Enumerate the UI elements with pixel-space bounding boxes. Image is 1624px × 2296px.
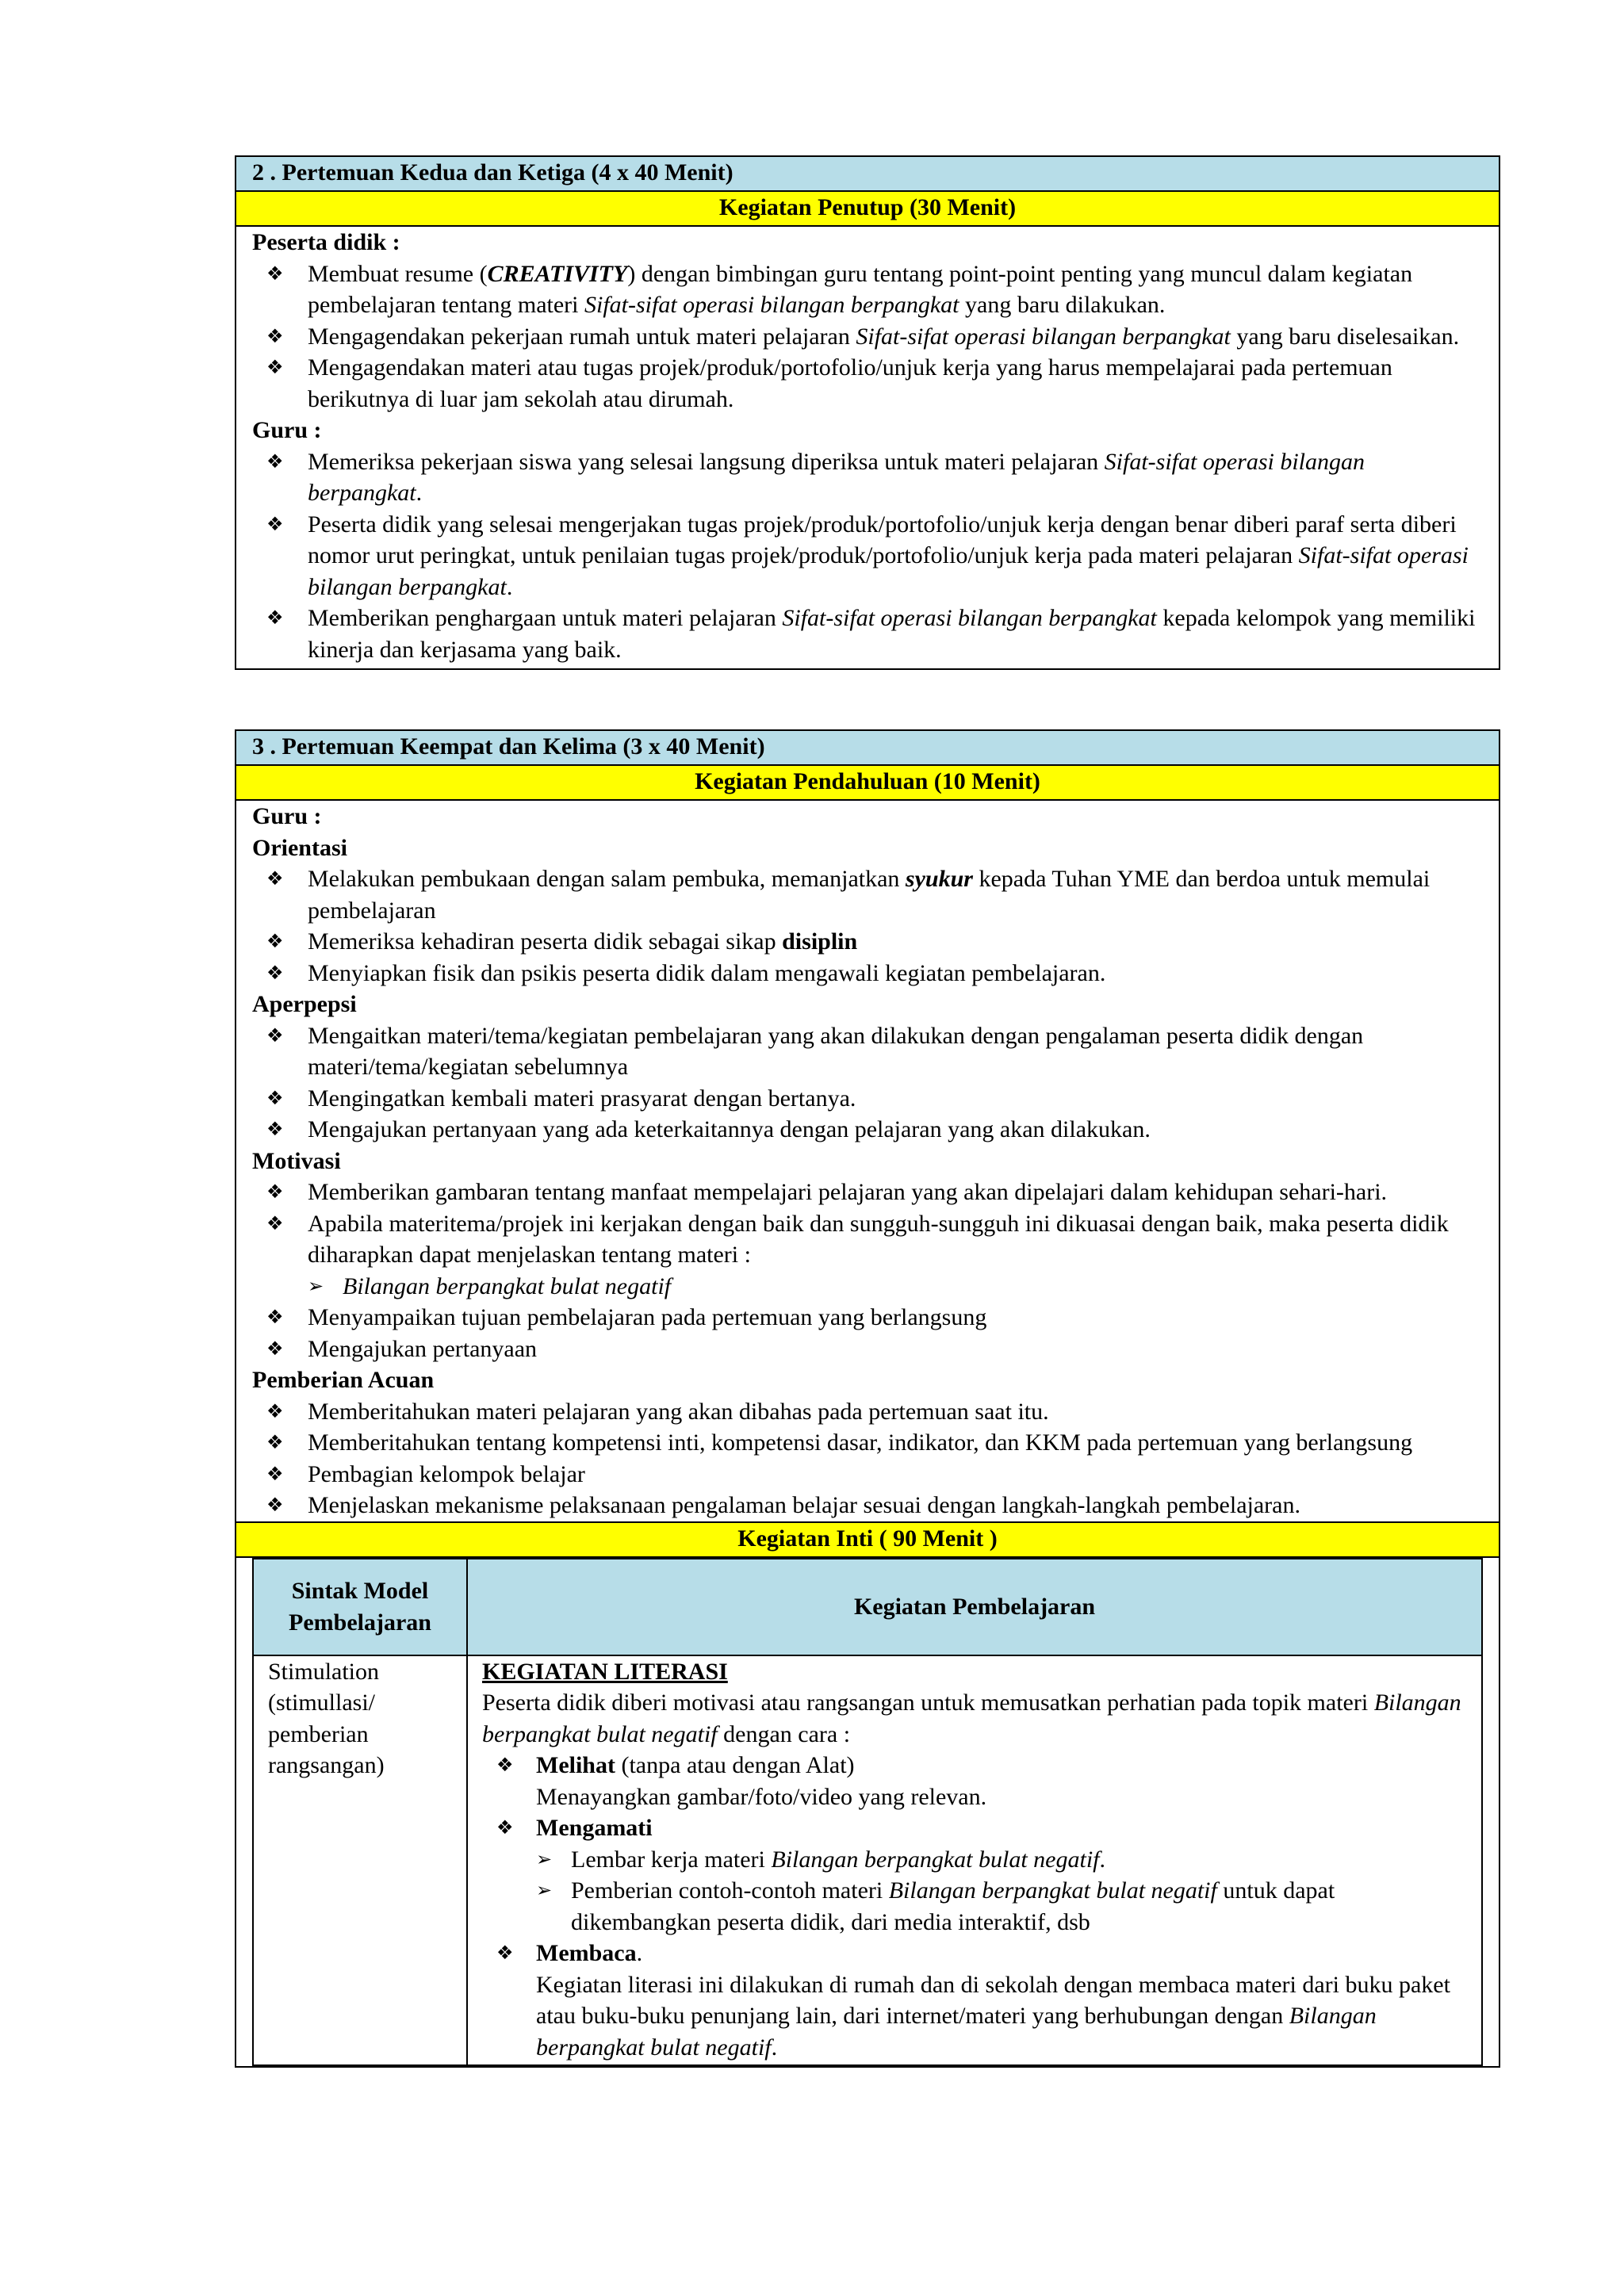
list-item: ❖ Mengajukan pertanyaan (252, 1334, 1483, 1365)
section-title: 3 . Pertemuan Keempat dan Kelima (3 x 40 Menit) (236, 731, 1499, 766)
list-item: ❖ Mengagendakan materi atau tugas projek/produk/portofolio/unjuk kerja yang harus mempelajarai pada pertemuan berikutnya di luar jam sekolah atau dirumah. (252, 352, 1483, 415)
column-header-syntax: Sintak Model Pembelajaran (253, 1559, 467, 1655)
core-activity-table-wrap (236, 1558, 1499, 2067)
list-item: ❖ Memeriksa kehadiran peserta didik sebagai sikap disiplin (252, 926, 1483, 958)
list-item: ❖ Pembagian kelompok belajar (252, 1459, 1483, 1490)
list-item: ❖ Memberikan penghargaan untuk materi pelajaran Sifat-sifat operasi bilangan berpangkat kepada kelompok yang memiliki kinerja dan kerjasama yang baik. (252, 603, 1483, 665)
activity-cell (467, 1655, 1482, 2066)
list-item: ❖ Peserta didik yang selesai mengerjakan tugas projek/produk/portofolio/unjuk kerja dengan benar diberi paraf serta diberi nomor urut peringkat, untuk penilaian tugas projek/produk/portofolio/unjuk kerja pada materi pelajaran Sifat-sifat operasi bilangan berpangkat. (252, 509, 1483, 603)
reference-label: Pemberian Acuan (252, 1367, 435, 1393)
list-item: ❖ Membaca. (482, 1938, 1467, 1969)
list-item: ❖ Mengagendakan pekerjaan rumah untuk materi pelajaran Sifat-sifat operasi bilangan berpangkat yang baru diselesaikan. (252, 321, 1483, 353)
apperception-label: Aperpepsi (252, 991, 357, 1017)
list-item: ❖ Menyiapkan fisik dan psikis peserta didik dalam mengawali kegiatan pembelajaran. (252, 958, 1483, 989)
teacher-label: Guru : (252, 803, 322, 829)
list-item: ❖ Mengamati (482, 1812, 1467, 1844)
list-item: ❖ Menjelaskan mekanisme pelaksanaan pengalaman belajar sesuai dengan langkah-langkah pembelajaran. (252, 1490, 1483, 1521)
closing-activity-content (236, 227, 1499, 668)
literacy-title: KEGIATAN LITERASI (482, 1658, 728, 1685)
section-meeting-4-5 (235, 729, 1500, 2068)
list-item-desc: Kegiatan literasi ini dilakukan di rumah dan di sekolah dengan membaca materi dari buku paket atau buku-buku penunjang lain, dari internet/materi yang berhubungan dengan Bilangan berpangkat bulat negatif. (536, 1971, 1450, 2061)
intro-activity-header: Kegiatan Pendahuluan (10 Menit) (236, 766, 1499, 801)
core-activity-table (252, 1558, 1483, 2067)
sub-list-item: ➢ Bilangan berpangkat bulat negatif (252, 1271, 1483, 1303)
section-title: 2 . Pertemuan Kedua dan Ketiga (4 x 40 Menit) (236, 157, 1499, 192)
list-item-desc: Menayangkan gambar/foto/video yang relevan. (536, 1783, 987, 1810)
teacher-label: Guru : (252, 417, 322, 443)
list-item: ❖ Menyampaikan tujuan pembelajaran pada pertemuan yang berlangsung (252, 1302, 1483, 1334)
list-item: ❖ Melakukan pembukaan dengan salam pembuka, memanjatkan syukur kepada Tuhan YME dan berdoa untuk memulai pembelajaran (252, 863, 1483, 926)
table-row (253, 1655, 1482, 2066)
motivation-label: Motivasi (252, 1147, 341, 1174)
sub-list-item: ➢ Lembar kerja materi Bilangan berpangkat bulat negatif. (482, 1844, 1467, 1876)
section-meeting-2-3 (235, 155, 1500, 670)
core-activity-header: Kegiatan Inti ( 90 Menit ) (236, 1521, 1499, 1558)
list-item: ❖ Memberikan gambaran tentang manfaat mempelajari pelajaran yang akan dipelajari dalam kehidupan sehari-hari. (252, 1177, 1483, 1208)
students-label: Peserta didik : (252, 229, 400, 255)
list-item: ❖ Mengaitkan materi/tema/kegiatan pembelajaran yang akan dilakukan dengan pengalaman peserta didik dengan materi/tema/kegiatan sebelumnya (252, 1020, 1483, 1083)
list-item: ❖ Melihat (tanpa atau dengan Alat) (482, 1750, 1467, 1781)
list-item: ❖ Apabila materitema/projek ini kerjakan dengan baik dan sungguh-sungguh ini dikuasai dengan baik, maka peserta didik diharapkan dapat menjelaskan tentang materi : (252, 1208, 1483, 1271)
column-header-activity: Kegiatan Pembelajaran (467, 1559, 1482, 1655)
intro-activity-content (236, 801, 1499, 1521)
list-item: ❖ Memberitahukan tentang kompetensi inti, kompetensi dasar, indikator, dan KKM pada pertemuan yang berlangsung (252, 1427, 1483, 1459)
list-item: ❖ Mengingatkan kembali materi prasyarat dengan bertanya. (252, 1083, 1483, 1115)
activity-intro: Peserta didik diberi motivasi atau rangsangan untuk memusatkan perhatian pada topik materi Bilangan berpangkat bulat negatif dengan cara : (482, 1689, 1461, 1747)
list-item: ❖ Mengajukan pertanyaan yang ada keterkaitannya dengan pelajaran yang akan dilakukan. (252, 1114, 1483, 1146)
list-item: ❖ Memberitahukan materi pelajaran yang akan dibahas pada pertemuan saat itu. (252, 1396, 1483, 1428)
closing-activity-header: Kegiatan Penutup (30 Menit) (236, 192, 1499, 227)
list-item: ❖ Membuat resume (CREATIVITY) dengan bimbingan guru tentang point-point penting yang muncul dalam kegiatan pembelajaran tentang materi Sifat-sifat operasi bilangan berpangkat yang baru dilakukan. (252, 258, 1483, 321)
sub-list-item: ➢ Pemberian contoh-contoh materi Bilangan berpangkat bulat negatif untuk dapat dikembangkan peserta didik, dari media interaktif, dsb (482, 1875, 1467, 1938)
list-item: ❖ Memeriksa pekerjaan siswa yang selesai langsung diperiksa untuk materi pelajaran Sifat-sifat operasi bilangan berpangkat. (252, 446, 1483, 509)
stage-cell: Stimulation (stimullasi/ pemberian rangsangan) (253, 1655, 467, 2066)
orientation-label: Orientasi (252, 834, 347, 861)
